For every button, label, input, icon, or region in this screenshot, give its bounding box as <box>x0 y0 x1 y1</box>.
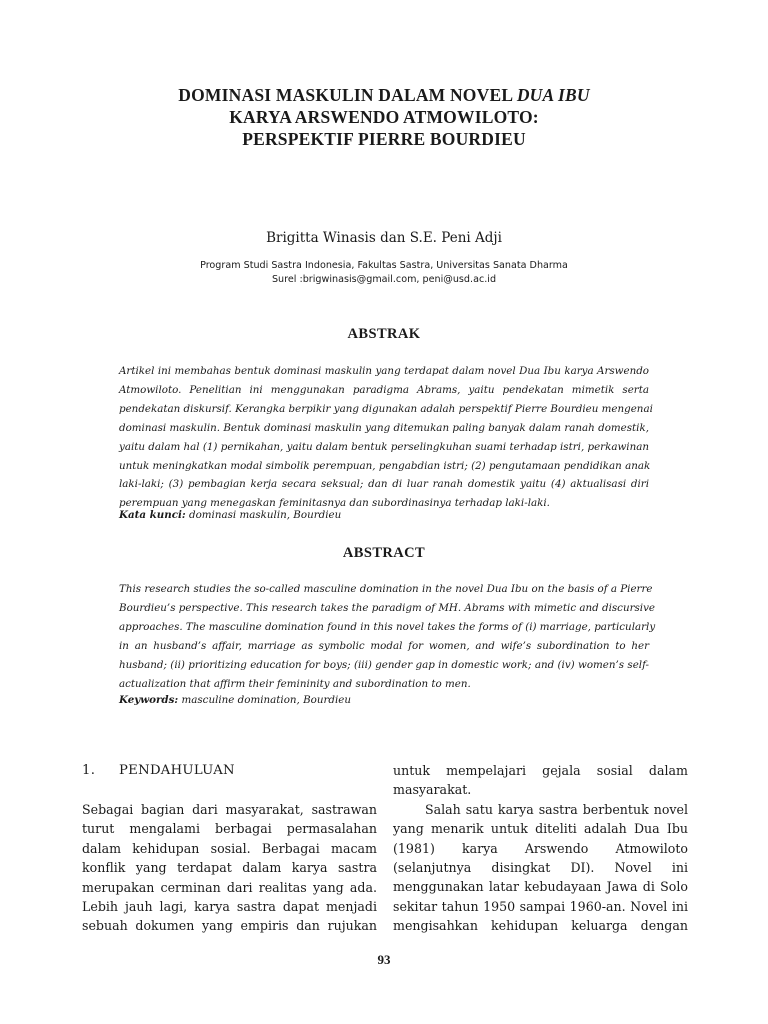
abstract-line: actualization that affirm their femininity and subordination to men. <box>119 677 471 690</box>
body-line: turut mengalami berbagai permasalahan <box>82 821 377 837</box>
body-line: dalam kehidupan sosial. Berbagai macam <box>82 840 377 856</box>
section-number: 1. <box>82 763 96 778</box>
title-line-3: PERSPEKTIF PIERRE BOURDIEU <box>242 129 526 149</box>
kata-kunci-value: dominasi maskulin, Bourdieu <box>185 509 342 521</box>
body-line: mengisahkan kehidupan keluarga dengan <box>393 918 688 934</box>
abstrak-line: yaitu dalam hal (1) pernikahan, yaitu dalam bentuk perselingkuhan suami terhadap istri, perkawinan <box>119 440 649 453</box>
body-line: Sebagai bagian dari masyarakat, sastrawan <box>82 802 377 817</box>
page-number: 93 <box>377 952 391 967</box>
abstract-line: approaches. The masculine domination found in this novel takes the forms of (i) marriage, particularly <box>119 620 656 633</box>
abstrak-body <box>119 362 653 513</box>
kata-kunci <box>119 509 341 521</box>
affiliation <box>0 259 768 286</box>
body-line: Salah satu karya sastra berbentuk novel <box>425 801 688 817</box>
body-line: (1981) karya Arswendo Atmowiloto <box>393 840 688 856</box>
body-line: menggunakan latar kebudayaan Jawa di Solo <box>393 879 688 895</box>
abstrak-line: perempuan yang menegaskan feminitasnya dan subordinasinya terhadap laki-laki. <box>119 497 550 510</box>
body-line: sekitar tahun 1950 sampai 1960-an. Novel ini <box>393 898 688 914</box>
body-line: konflik yang terdapat dalam karya sastra <box>82 860 377 876</box>
body-line: yang menarik untuk diteliti adalah Dua Ibu <box>393 821 688 837</box>
section-heading <box>82 763 235 778</box>
abstrak-line: Atmowiloto. Penelitian ini menggunakan paradigma Abrams, yaitu pendekatan mimetik serta <box>119 383 649 396</box>
abstrak-line: dominasi maskulin. Bentuk dominasi maskulin yang ditemukan paling banyak dalam ranah domestik, <box>119 421 649 434</box>
abstract-line: Bourdieu’s perspective. This research takes the paradigm of MH. Abrams with mimetic and discursive <box>119 601 655 614</box>
keywords <box>119 694 351 706</box>
right-column <box>393 761 688 936</box>
title-line-2: KARYA ARSWENDO ATMOWILOTO: <box>229 107 539 127</box>
authors: Brigitta Winasis dan S.E. Peni Adji <box>266 230 502 246</box>
body-line: (selanjutnya disingkat DI). Novel ini <box>393 860 688 876</box>
body-line: sebuah dokumen yang empiris dan rujukan <box>82 918 377 934</box>
affiliation-institution: Program Studi Sastra Indonesia, Fakultas Sastra, Universitas Sanata Dharma <box>200 260 568 271</box>
abstract-line: husband; (ii) prioritizing education for boys; (iii) gender gap in domestic work; and (iv) women’s self- <box>119 658 649 671</box>
abstrak-line: Artikel ini membahas bentuk dominasi maskulin yang terdapat dalam novel Dua Ibu karya Arswendo <box>119 365 649 377</box>
abstract-body <box>119 580 656 693</box>
affiliation-email: Surel :brigwinasis@gmail.com, peni@usd.ac.id <box>271 273 497 285</box>
abstract-line: in an husband’s affair, marriage as symbolic modal for women, and wife’s subordination to her <box>119 639 649 652</box>
abstrak-line: laki-laki; (3) pembagian kerja secara seksual; dan di luar ranah domestik yaitu (4) aktualisasi diri <box>119 478 649 491</box>
paper-title <box>0 84 768 150</box>
body-line: untuk mempelajari gejala sosial dalam <box>393 763 688 778</box>
keywords-value: masculine domination, Bourdieu <box>178 694 352 706</box>
abstract-line: This research studies the so-called masculine domination in the novel Dua Ibu on the basis of a Pierre <box>119 583 653 595</box>
keywords-label: Keywords: <box>119 694 179 706</box>
title-line-1: DOMINASI MASKULIN DALAM NOVEL DUA IBU <box>178 85 590 105</box>
section-title: PENDAHULUAN <box>119 763 235 778</box>
abstrak-line: pendekatan diskursif. Kerangka berpikir yang digunakan adalah perspektif Pierre Bourdieu mengenai <box>119 402 653 415</box>
body-line: Lebih jauh lagi, karya sastra dapat menjadi <box>82 899 377 915</box>
abstrak-line: untuk meningkatkan modal simbolik perempuan, pengabdian istri; (2) pengutamaan pendidikan anak <box>119 459 651 472</box>
abstrak-heading: ABSTRAK <box>347 326 421 342</box>
body-line: masyarakat. <box>393 782 472 798</box>
left-column <box>82 800 377 936</box>
body-line: merupakan cerminan dari realitas yang ada. <box>82 879 377 895</box>
abstract-heading: ABSTRACT <box>342 545 426 561</box>
kata-kunci-label: Kata kunci: <box>119 509 186 521</box>
